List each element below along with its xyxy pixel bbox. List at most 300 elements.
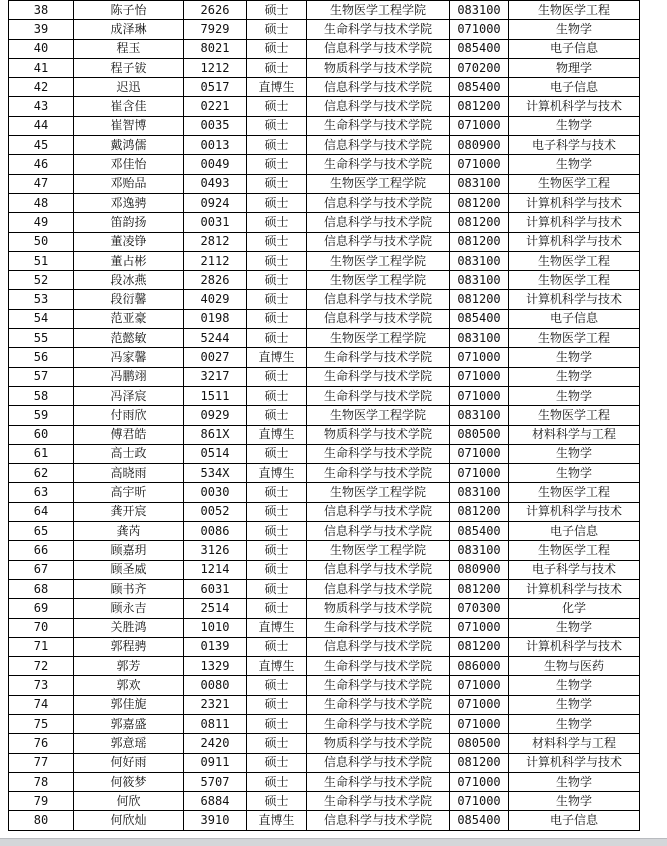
major-name-cell: 生物学 xyxy=(509,367,640,386)
program-code-cell: 071000 xyxy=(450,618,509,637)
program-code-cell: 071000 xyxy=(450,772,509,791)
degree-type-cell: 硕士 xyxy=(247,58,307,77)
row-number-cell: 45 xyxy=(9,136,74,155)
program-code-cell: 081200 xyxy=(450,97,509,116)
table-row xyxy=(9,232,640,251)
id-suffix-cell: 2112 xyxy=(184,251,247,270)
program-code-cell: 080500 xyxy=(450,734,509,753)
table-row xyxy=(9,116,640,135)
id-suffix-cell: 0139 xyxy=(184,637,247,656)
school-name-cell: 信息科学与技术学院 xyxy=(307,811,450,830)
table-row xyxy=(9,676,640,695)
degree-type-cell: 硕士 xyxy=(247,116,307,135)
id-suffix-cell: 861X xyxy=(184,425,247,444)
student-name-cell: 冯鹏翊 xyxy=(74,367,184,386)
student-name-cell: 顾圣威 xyxy=(74,560,184,579)
program-code-cell: 083100 xyxy=(450,541,509,560)
student-name-cell: 范亚豪 xyxy=(74,309,184,328)
degree-type-cell: 硕士 xyxy=(247,251,307,270)
table-row xyxy=(9,406,640,425)
school-name-cell: 信息科学与技术学院 xyxy=(307,579,450,598)
row-number-cell: 63 xyxy=(9,483,74,502)
id-suffix-cell: 0031 xyxy=(184,213,247,232)
degree-type-cell: 硕士 xyxy=(247,502,307,521)
major-name-cell: 计算机科学与技术 xyxy=(509,213,640,232)
program-code-cell: 081200 xyxy=(450,502,509,521)
roster-body xyxy=(9,1,640,831)
student-name-cell: 范懿敏 xyxy=(74,329,184,348)
id-suffix-cell: 1010 xyxy=(184,618,247,637)
student-name-cell: 高晓雨 xyxy=(74,464,184,483)
table-row xyxy=(9,811,640,830)
table-row xyxy=(9,734,640,753)
student-name-cell: 邓佳怡 xyxy=(74,155,184,174)
student-name-cell: 董占彬 xyxy=(74,251,184,270)
student-name-cell: 陈子怡 xyxy=(74,1,184,20)
id-suffix-cell: 2321 xyxy=(184,695,247,714)
student-name-cell: 邓贻品 xyxy=(74,174,184,193)
student-name-cell: 何欣灿 xyxy=(74,811,184,830)
id-suffix-cell: 0811 xyxy=(184,714,247,733)
school-name-cell: 物质科学与技术学院 xyxy=(307,58,450,77)
program-code-cell: 081200 xyxy=(450,290,509,309)
program-code-cell: 080500 xyxy=(450,425,509,444)
school-name-cell: 生命科学与技术学院 xyxy=(307,20,450,39)
id-suffix-cell: 0049 xyxy=(184,155,247,174)
school-name-cell: 信息科学与技术学院 xyxy=(307,502,450,521)
row-number-cell: 47 xyxy=(9,174,74,193)
row-number-cell: 76 xyxy=(9,734,74,753)
row-number-cell: 66 xyxy=(9,541,74,560)
table-row xyxy=(9,309,640,328)
table-row xyxy=(9,444,640,463)
major-name-cell: 生物医学工程 xyxy=(509,271,640,290)
major-name-cell: 生物医学工程 xyxy=(509,174,640,193)
id-suffix-cell: 0052 xyxy=(184,502,247,521)
degree-type-cell: 直博生 xyxy=(247,425,307,444)
id-suffix-cell: 0517 xyxy=(184,78,247,97)
school-name-cell: 信息科学与技术学院 xyxy=(307,560,450,579)
program-code-cell: 081200 xyxy=(450,193,509,212)
id-suffix-cell: 2826 xyxy=(184,271,247,290)
degree-type-cell: 硕士 xyxy=(247,232,307,251)
school-name-cell: 物质科学与技术学院 xyxy=(307,425,450,444)
school-name-cell: 生命科学与技术学院 xyxy=(307,386,450,405)
school-name-cell: 生物医学工程学院 xyxy=(307,541,450,560)
table-row xyxy=(9,386,640,405)
id-suffix-cell: 0198 xyxy=(184,309,247,328)
school-name-cell: 信息科学与技术学院 xyxy=(307,97,450,116)
row-number-cell: 61 xyxy=(9,444,74,463)
row-number-cell: 80 xyxy=(9,811,74,830)
school-name-cell: 信息科学与技术学院 xyxy=(307,637,450,656)
major-name-cell: 电子信息 xyxy=(509,522,640,541)
major-name-cell: 计算机科学与技术 xyxy=(509,753,640,772)
table-row xyxy=(9,618,640,637)
major-name-cell: 生物医学工程 xyxy=(509,406,640,425)
major-name-cell: 计算机科学与技术 xyxy=(509,579,640,598)
row-number-cell: 43 xyxy=(9,97,74,116)
table-row xyxy=(9,772,640,791)
table-row xyxy=(9,1,640,20)
major-name-cell: 电子信息 xyxy=(509,309,640,328)
id-suffix-cell: 1212 xyxy=(184,58,247,77)
student-name-cell: 龚开宸 xyxy=(74,502,184,521)
table-row xyxy=(9,213,640,232)
table-row xyxy=(9,637,640,656)
school-name-cell: 生命科学与技术学院 xyxy=(307,618,450,637)
id-suffix-cell: 4029 xyxy=(184,290,247,309)
row-number-cell: 64 xyxy=(9,502,74,521)
major-name-cell: 材料科学与工程 xyxy=(509,425,640,444)
degree-type-cell: 硕士 xyxy=(247,483,307,502)
id-suffix-cell: 8021 xyxy=(184,39,247,58)
program-code-cell: 085400 xyxy=(450,309,509,328)
major-name-cell: 生物医学工程 xyxy=(509,483,640,502)
major-name-cell: 材料科学与工程 xyxy=(509,734,640,753)
student-name-cell: 成泽琳 xyxy=(74,20,184,39)
school-name-cell: 生命科学与技术学院 xyxy=(307,676,450,695)
id-suffix-cell: 6031 xyxy=(184,579,247,598)
degree-type-cell: 硕士 xyxy=(247,714,307,733)
student-name-cell: 付雨欣 xyxy=(74,406,184,425)
degree-type-cell: 硕士 xyxy=(247,367,307,386)
degree-type-cell: 硕士 xyxy=(247,444,307,463)
table-row xyxy=(9,753,640,772)
student-name-cell: 郭佳旎 xyxy=(74,695,184,714)
program-code-cell: 083100 xyxy=(450,271,509,290)
degree-type-cell: 硕士 xyxy=(247,136,307,155)
degree-type-cell: 直博生 xyxy=(247,657,307,676)
student-name-cell: 关胜鸿 xyxy=(74,618,184,637)
row-number-cell: 73 xyxy=(9,676,74,695)
school-name-cell: 生物医学工程学院 xyxy=(307,271,450,290)
degree-type-cell: 硕士 xyxy=(247,386,307,405)
program-code-cell: 085400 xyxy=(450,522,509,541)
table-row xyxy=(9,20,640,39)
major-name-cell: 计算机科学与技术 xyxy=(509,97,640,116)
major-name-cell: 生物与医药 xyxy=(509,657,640,676)
school-name-cell: 信息科学与技术学院 xyxy=(307,193,450,212)
degree-type-cell: 硕士 xyxy=(247,309,307,328)
major-name-cell: 生物学 xyxy=(509,714,640,733)
row-number-cell: 44 xyxy=(9,116,74,135)
major-name-cell: 生物医学工程 xyxy=(509,541,640,560)
school-name-cell: 信息科学与技术学院 xyxy=(307,309,450,328)
student-name-cell: 迟迅 xyxy=(74,78,184,97)
row-number-cell: 69 xyxy=(9,599,74,618)
program-code-cell: 080900 xyxy=(450,136,509,155)
student-name-cell: 高士政 xyxy=(74,444,184,463)
major-name-cell: 生物学 xyxy=(509,464,640,483)
degree-type-cell: 硕士 xyxy=(247,1,307,20)
row-number-cell: 79 xyxy=(9,792,74,811)
id-suffix-cell: 0924 xyxy=(184,193,247,212)
row-number-cell: 77 xyxy=(9,753,74,772)
school-name-cell: 生命科学与技术学院 xyxy=(307,155,450,174)
student-name-cell: 笛韵扬 xyxy=(74,213,184,232)
program-code-cell: 080900 xyxy=(450,560,509,579)
row-number-cell: 62 xyxy=(9,464,74,483)
program-code-cell: 083100 xyxy=(450,174,509,193)
degree-type-cell: 硕士 xyxy=(247,599,307,618)
student-name-cell: 何筱梦 xyxy=(74,772,184,791)
id-suffix-cell: 2812 xyxy=(184,232,247,251)
id-suffix-cell: 3126 xyxy=(184,541,247,560)
student-name-cell: 高宇昕 xyxy=(74,483,184,502)
program-code-cell: 071000 xyxy=(450,695,509,714)
table-row xyxy=(9,483,640,502)
table-row xyxy=(9,560,640,579)
table-row xyxy=(9,714,640,733)
id-suffix-cell: 0027 xyxy=(184,348,247,367)
school-name-cell: 物质科学与技术学院 xyxy=(307,599,450,618)
program-code-cell: 083100 xyxy=(450,329,509,348)
student-name-cell: 郭芳 xyxy=(74,657,184,676)
table-row xyxy=(9,579,640,598)
row-number-cell: 41 xyxy=(9,58,74,77)
row-number-cell: 74 xyxy=(9,695,74,714)
major-name-cell: 生物学 xyxy=(509,348,640,367)
id-suffix-cell: 2626 xyxy=(184,1,247,20)
major-name-cell: 电子科学与技术 xyxy=(509,560,640,579)
student-name-cell: 何欣 xyxy=(74,792,184,811)
program-code-cell: 081200 xyxy=(450,213,509,232)
table-row xyxy=(9,695,640,714)
major-name-cell: 化学 xyxy=(509,599,640,618)
degree-type-cell: 硕士 xyxy=(247,637,307,656)
major-name-cell: 生物学 xyxy=(509,792,640,811)
window-bottom-edge xyxy=(0,838,667,846)
row-number-cell: 40 xyxy=(9,39,74,58)
table-row xyxy=(9,367,640,386)
table-row xyxy=(9,792,640,811)
student-name-cell: 顾嘉玥 xyxy=(74,541,184,560)
student-name-cell: 段冰燕 xyxy=(74,271,184,290)
program-code-cell: 070300 xyxy=(450,599,509,618)
major-name-cell: 生物学 xyxy=(509,386,640,405)
table-row xyxy=(9,136,640,155)
program-code-cell: 071000 xyxy=(450,444,509,463)
table-row xyxy=(9,271,640,290)
major-name-cell: 物理学 xyxy=(509,58,640,77)
school-name-cell: 生物医学工程学院 xyxy=(307,251,450,270)
id-suffix-cell: 1214 xyxy=(184,560,247,579)
id-suffix-cell: 6884 xyxy=(184,792,247,811)
degree-type-cell: 硕士 xyxy=(247,541,307,560)
student-roster-table xyxy=(8,0,640,831)
program-code-cell: 070200 xyxy=(450,58,509,77)
table-row xyxy=(9,39,640,58)
row-number-cell: 55 xyxy=(9,329,74,348)
school-name-cell: 生命科学与技术学院 xyxy=(307,348,450,367)
row-number-cell: 71 xyxy=(9,637,74,656)
program-code-cell: 071000 xyxy=(450,367,509,386)
degree-type-cell: 硕士 xyxy=(247,20,307,39)
major-name-cell: 生物医学工程 xyxy=(509,1,640,20)
program-code-cell: 071000 xyxy=(450,464,509,483)
major-name-cell: 生物学 xyxy=(509,618,640,637)
program-code-cell: 081200 xyxy=(450,579,509,598)
table-row xyxy=(9,78,640,97)
id-suffix-cell: 1511 xyxy=(184,386,247,405)
id-suffix-cell: 0493 xyxy=(184,174,247,193)
school-name-cell: 生物医学工程学院 xyxy=(307,1,450,20)
program-code-cell: 071000 xyxy=(450,714,509,733)
program-code-cell: 085400 xyxy=(450,811,509,830)
school-name-cell: 生命科学与技术学院 xyxy=(307,657,450,676)
degree-type-cell: 硕士 xyxy=(247,155,307,174)
row-number-cell: 72 xyxy=(9,657,74,676)
major-name-cell: 计算机科学与技术 xyxy=(509,290,640,309)
table-row xyxy=(9,251,640,270)
row-number-cell: 60 xyxy=(9,425,74,444)
table-row xyxy=(9,541,640,560)
degree-type-cell: 硕士 xyxy=(247,734,307,753)
row-number-cell: 75 xyxy=(9,714,74,733)
table-row xyxy=(9,155,640,174)
school-name-cell: 生物医学工程学院 xyxy=(307,174,450,193)
student-name-cell: 傅君皓 xyxy=(74,425,184,444)
degree-type-cell: 直博生 xyxy=(247,811,307,830)
program-code-cell: 083100 xyxy=(450,1,509,20)
student-name-cell: 郭欢 xyxy=(74,676,184,695)
table-row xyxy=(9,290,640,309)
program-code-cell: 071000 xyxy=(450,348,509,367)
degree-type-cell: 硕士 xyxy=(247,213,307,232)
student-name-cell: 程玉 xyxy=(74,39,184,58)
row-number-cell: 70 xyxy=(9,618,74,637)
table-row xyxy=(9,425,640,444)
degree-type-cell: 硕士 xyxy=(247,329,307,348)
major-name-cell: 电子信息 xyxy=(509,78,640,97)
degree-type-cell: 硕士 xyxy=(247,772,307,791)
student-name-cell: 郭嘉盛 xyxy=(74,714,184,733)
school-name-cell: 生命科学与技术学院 xyxy=(307,792,450,811)
id-suffix-cell: 0911 xyxy=(184,753,247,772)
degree-type-cell: 硕士 xyxy=(247,753,307,772)
program-code-cell: 083100 xyxy=(450,406,509,425)
program-code-cell: 081200 xyxy=(450,753,509,772)
degree-type-cell: 硕士 xyxy=(247,290,307,309)
row-number-cell: 49 xyxy=(9,213,74,232)
major-name-cell: 生物学 xyxy=(509,116,640,135)
degree-type-cell: 硕士 xyxy=(247,39,307,58)
degree-type-cell: 硕士 xyxy=(247,406,307,425)
school-name-cell: 生命科学与技术学院 xyxy=(307,444,450,463)
degree-type-cell: 硕士 xyxy=(247,676,307,695)
program-code-cell: 081200 xyxy=(450,637,509,656)
program-code-cell: 071000 xyxy=(450,20,509,39)
student-name-cell: 顾书齐 xyxy=(74,579,184,598)
student-name-cell: 郭程骋 xyxy=(74,637,184,656)
school-name-cell: 信息科学与技术学院 xyxy=(307,232,450,251)
program-code-cell: 083100 xyxy=(450,251,509,270)
table-row xyxy=(9,174,640,193)
program-code-cell: 071000 xyxy=(450,386,509,405)
program-code-cell: 071000 xyxy=(450,155,509,174)
id-suffix-cell: 0035 xyxy=(184,116,247,135)
major-name-cell: 电子信息 xyxy=(509,811,640,830)
id-suffix-cell: 5707 xyxy=(184,772,247,791)
id-suffix-cell: 0080 xyxy=(184,676,247,695)
major-name-cell: 计算机科学与技术 xyxy=(509,193,640,212)
school-name-cell: 信息科学与技术学院 xyxy=(307,213,450,232)
major-name-cell: 电子科学与技术 xyxy=(509,136,640,155)
school-name-cell: 生命科学与技术学院 xyxy=(307,116,450,135)
school-name-cell: 生命科学与技术学院 xyxy=(307,464,450,483)
table-row xyxy=(9,58,640,77)
school-name-cell: 信息科学与技术学院 xyxy=(307,78,450,97)
major-name-cell: 生物学 xyxy=(509,444,640,463)
row-number-cell: 39 xyxy=(9,20,74,39)
student-name-cell: 戴鸿儒 xyxy=(74,136,184,155)
row-number-cell: 50 xyxy=(9,232,74,251)
student-name-cell: 崔含佳 xyxy=(74,97,184,116)
degree-type-cell: 直博生 xyxy=(247,464,307,483)
row-number-cell: 58 xyxy=(9,386,74,405)
id-suffix-cell: 3217 xyxy=(184,367,247,386)
id-suffix-cell: 3910 xyxy=(184,811,247,830)
id-suffix-cell: 0929 xyxy=(184,406,247,425)
row-number-cell: 53 xyxy=(9,290,74,309)
school-name-cell: 信息科学与技术学院 xyxy=(307,39,450,58)
program-code-cell: 085400 xyxy=(450,78,509,97)
student-name-cell: 崔智博 xyxy=(74,116,184,135)
degree-type-cell: 硕士 xyxy=(247,271,307,290)
degree-type-cell: 硕士 xyxy=(247,522,307,541)
student-name-cell: 何好雨 xyxy=(74,753,184,772)
student-name-cell: 冯泽宸 xyxy=(74,386,184,405)
major-name-cell: 电子信息 xyxy=(509,39,640,58)
school-name-cell: 信息科学与技术学院 xyxy=(307,290,450,309)
id-suffix-cell: 0030 xyxy=(184,483,247,502)
student-name-cell: 段衍馨 xyxy=(74,290,184,309)
degree-type-cell: 硕士 xyxy=(247,174,307,193)
row-number-cell: 54 xyxy=(9,309,74,328)
school-name-cell: 信息科学与技术学院 xyxy=(307,136,450,155)
id-suffix-cell: 2420 xyxy=(184,734,247,753)
id-suffix-cell: 5244 xyxy=(184,329,247,348)
school-name-cell: 信息科学与技术学院 xyxy=(307,522,450,541)
table-row xyxy=(9,599,640,618)
student-name-cell: 龚芮 xyxy=(74,522,184,541)
id-suffix-cell: 0013 xyxy=(184,136,247,155)
major-name-cell: 生物学 xyxy=(509,695,640,714)
table-row xyxy=(9,657,640,676)
row-number-cell: 38 xyxy=(9,1,74,20)
table-row xyxy=(9,502,640,521)
row-number-cell: 52 xyxy=(9,271,74,290)
school-name-cell: 生命科学与技术学院 xyxy=(307,695,450,714)
row-number-cell: 51 xyxy=(9,251,74,270)
student-name-cell: 董凌铮 xyxy=(74,232,184,251)
row-number-cell: 59 xyxy=(9,406,74,425)
student-name-cell: 程子钹 xyxy=(74,58,184,77)
degree-type-cell: 直博生 xyxy=(247,348,307,367)
table-row xyxy=(9,97,640,116)
id-suffix-cell: 2514 xyxy=(184,599,247,618)
row-number-cell: 68 xyxy=(9,579,74,598)
major-name-cell: 生物学 xyxy=(509,676,640,695)
row-number-cell: 46 xyxy=(9,155,74,174)
row-number-cell: 57 xyxy=(9,367,74,386)
degree-type-cell: 硕士 xyxy=(247,560,307,579)
program-code-cell: 071000 xyxy=(450,116,509,135)
id-suffix-cell: 7929 xyxy=(184,20,247,39)
program-code-cell: 071000 xyxy=(450,676,509,695)
program-code-cell: 085400 xyxy=(450,39,509,58)
